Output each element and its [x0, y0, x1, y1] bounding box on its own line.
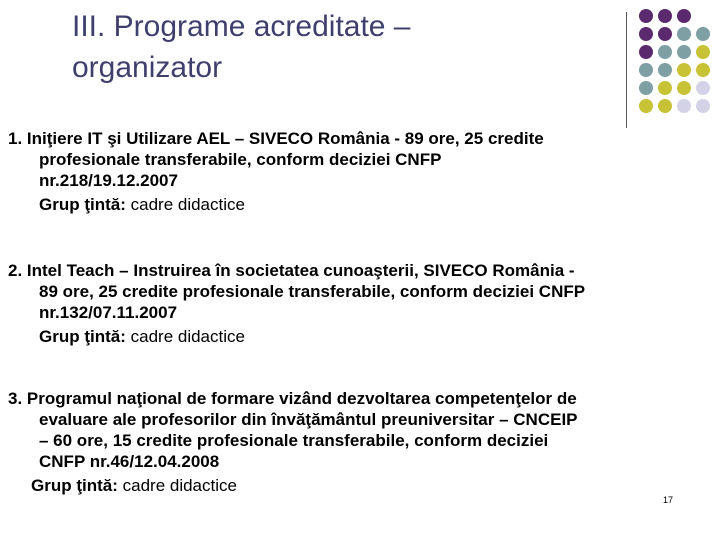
target-group-value: cadre didactice — [130, 327, 245, 346]
program-3-line-4: CNFP nr.46/12.04.2008 — [39, 452, 220, 471]
program-item-2 — [8, 260, 716, 347]
decor-dot — [696, 81, 710, 95]
decor-dot — [639, 45, 653, 59]
decor-dot — [639, 63, 653, 77]
program-1-line-2: profesionale transferabile, conform deciziei CNFP — [39, 150, 442, 169]
decor-dot — [658, 27, 672, 41]
decor-dot — [696, 27, 710, 41]
program-3-line-2: evaluare ale profesorilor din învăţământul preuniversitar – CNCEIP — [39, 410, 578, 429]
decorative-divider — [626, 12, 627, 128]
decor-dot — [677, 99, 691, 113]
program-1-line-3: nr.218/19.12.2007 — [39, 171, 178, 190]
decor-dot — [677, 45, 691, 59]
decor-dot — [677, 27, 691, 41]
decor-dot — [696, 63, 710, 77]
decor-dot — [658, 45, 672, 59]
program-3-line-3: – 60 ore, 15 credite profesionale transferabile, conform deciziei — [39, 431, 549, 450]
program-2-line-3: nr.132/07.11.2007 — [39, 303, 178, 322]
slide-title-line-2: organizator — [72, 51, 223, 84]
program-item-1 — [8, 128, 716, 215]
target-group-value: cadre didactice — [130, 195, 245, 214]
decorative-dot-grid — [639, 9, 719, 119]
slide-title-line-1: III. Programe acreditate – — [72, 10, 411, 43]
decor-dot — [639, 27, 653, 41]
decor-dot — [677, 81, 691, 95]
program-item-3 — [8, 388, 716, 496]
decor-dot — [696, 45, 710, 59]
slide-title — [72, 6, 612, 88]
program-3-target-group — [8, 475, 716, 496]
decor-dot — [696, 99, 710, 113]
decor-dot — [658, 81, 672, 95]
target-group-value: cadre didactice — [122, 476, 237, 495]
decor-dot — [639, 99, 653, 113]
program-2-line-2: 89 ore, 25 credite profesionale transferabile, conform deciziei CNFP — [39, 282, 586, 301]
target-group-label: Grup ţintă: — [31, 476, 118, 495]
program-1-line-1: 1. Iniţiere IT şi Utilizare AEL – SIVECO România - 89 ore, 25 credite — [8, 129, 544, 148]
decor-dot — [658, 9, 672, 23]
program-2-line-1: 2. Intel Teach – Instruirea în societatea cunoaşterii, SIVECO România - — [8, 261, 575, 280]
decor-dot — [658, 63, 672, 77]
program-2-target-group — [8, 326, 716, 347]
program-1-target-group — [8, 194, 716, 215]
target-group-label: Grup ţintă: — [39, 195, 126, 214]
page-number: 17 — [663, 495, 674, 505]
decor-dot — [677, 63, 691, 77]
program-3-line-1: 3. Programul naţional de formare vizând dezvoltarea competenţelor de — [8, 389, 577, 408]
target-group-label: Grup ţintă: — [39, 327, 126, 346]
decor-dot — [639, 9, 653, 23]
decor-dot — [639, 81, 653, 95]
decor-dot — [677, 9, 691, 23]
decor-dot — [658, 99, 672, 113]
